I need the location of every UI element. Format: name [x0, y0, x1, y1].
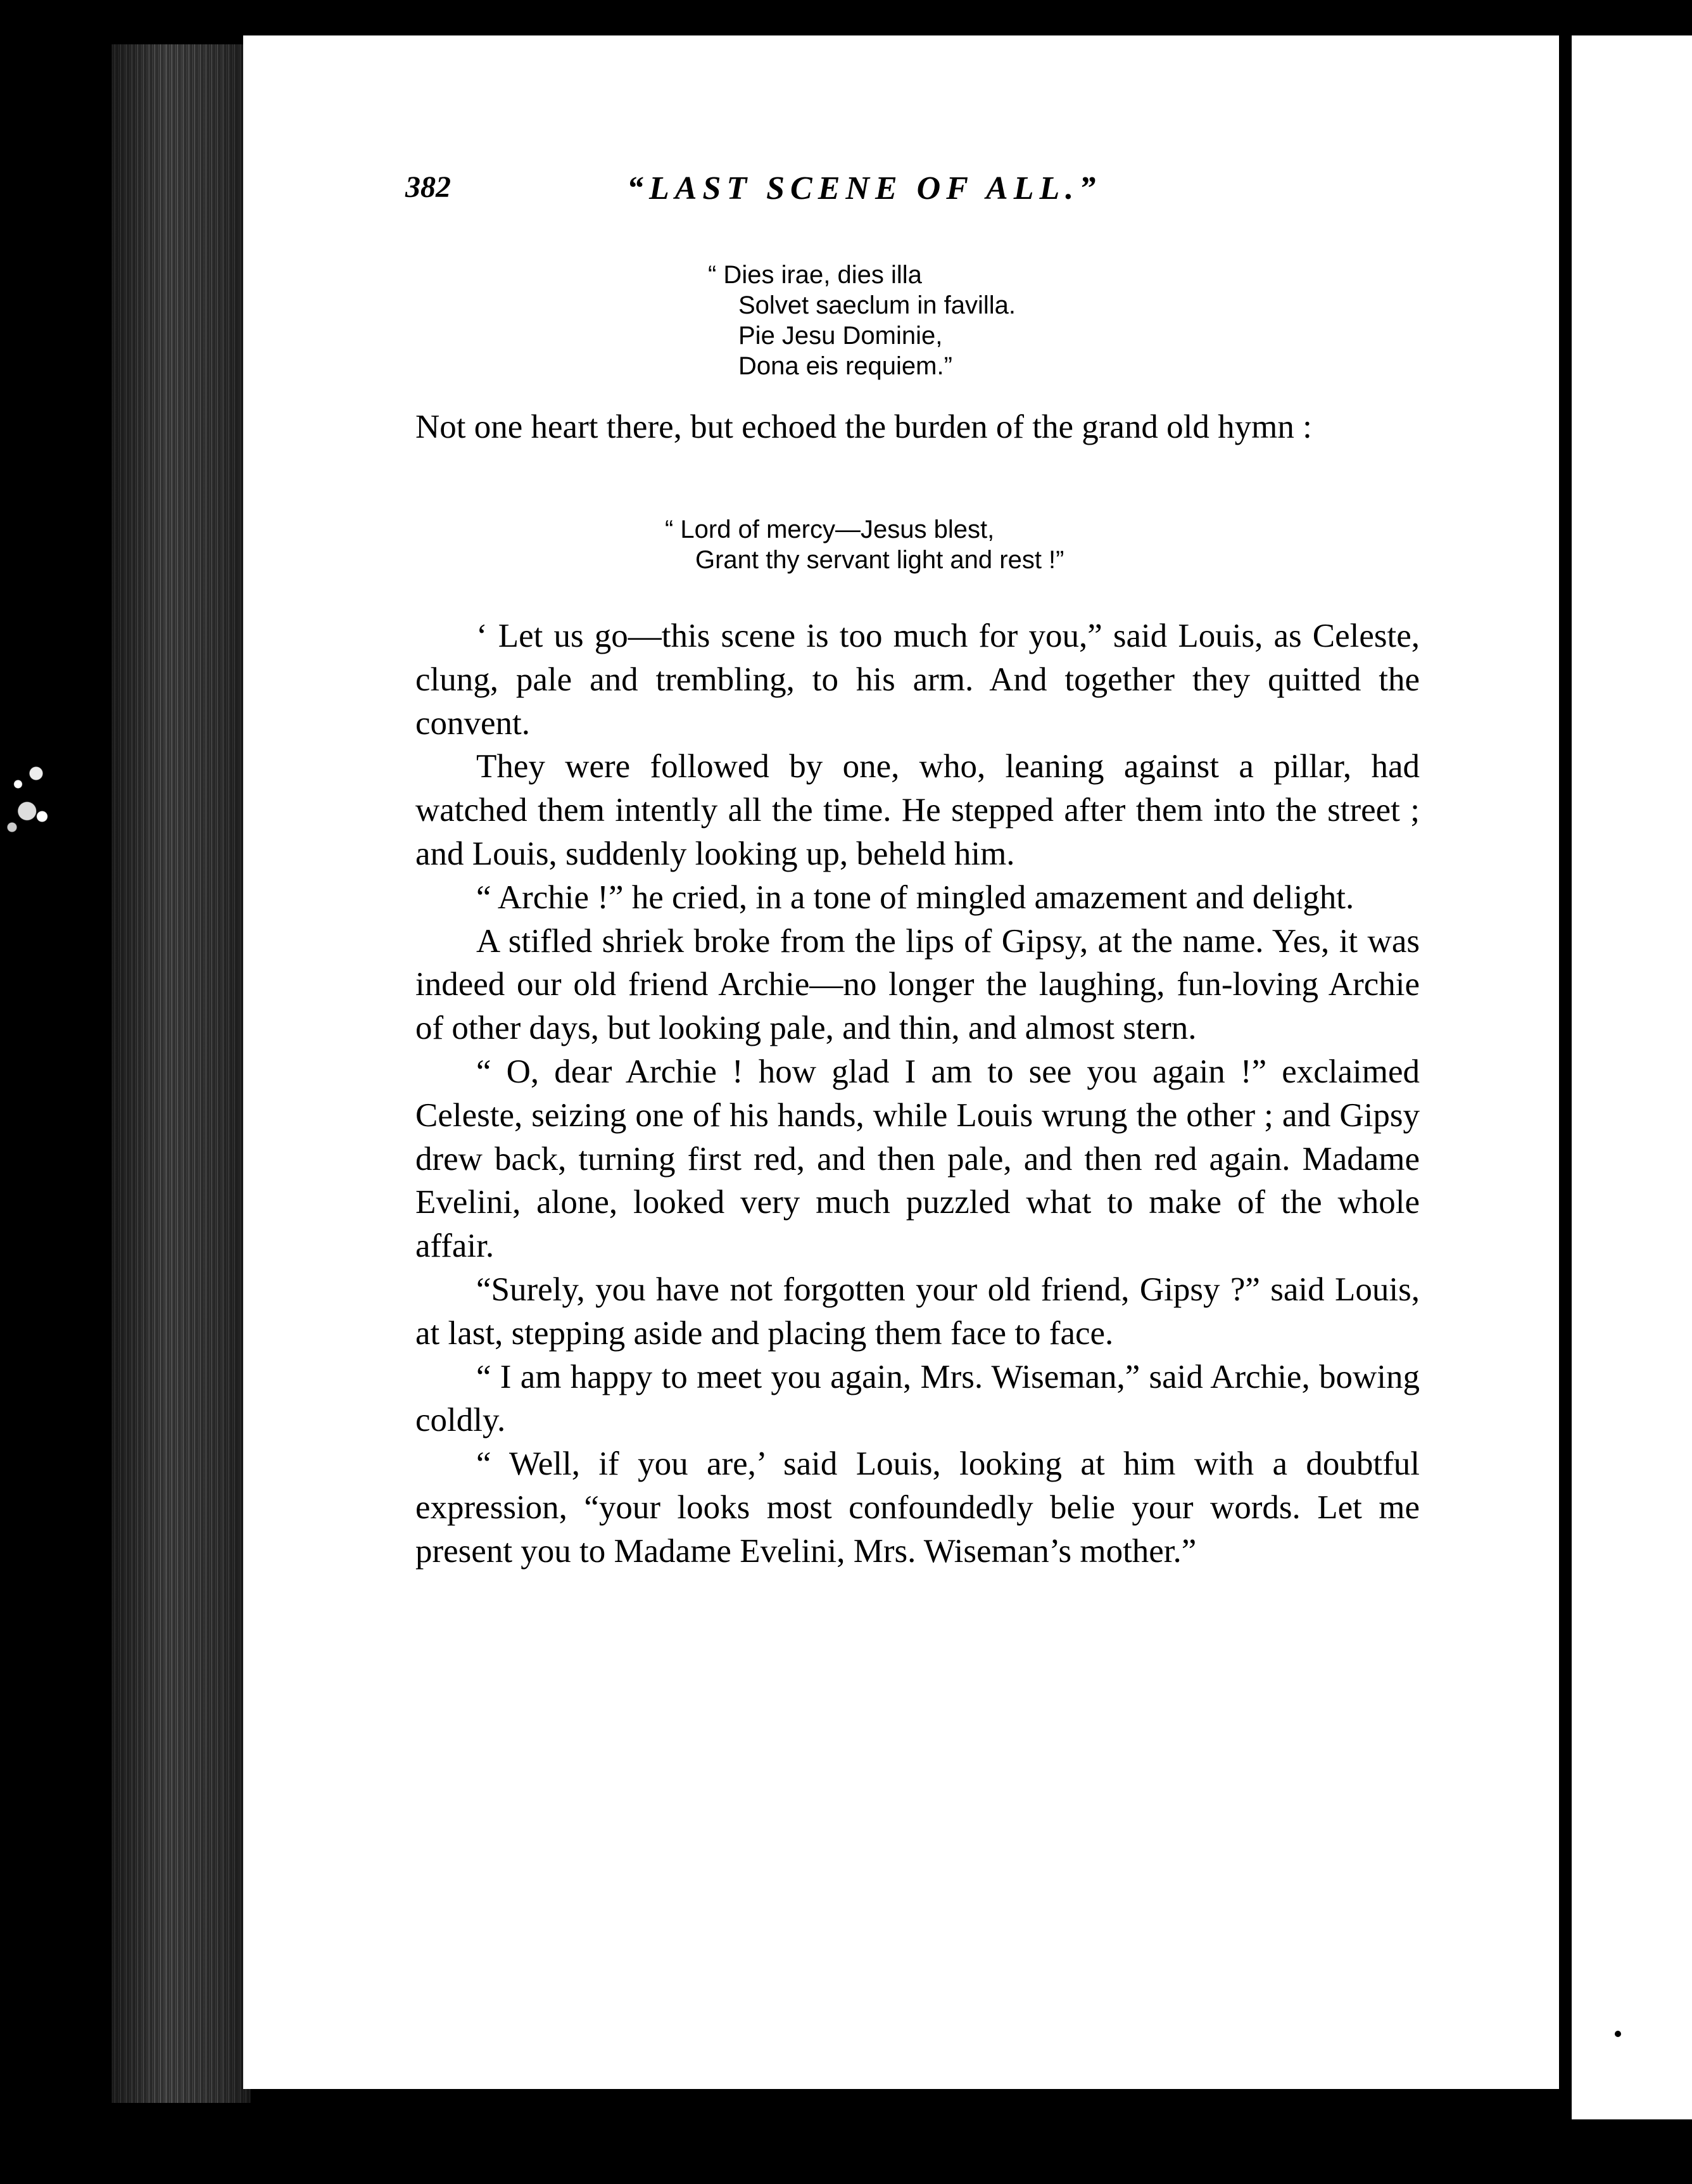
page-number: 382 — [405, 170, 451, 204]
verse-line: “ Lord of mercy—Jesus blest, — [665, 516, 995, 543]
page-mark — [1615, 2031, 1621, 2037]
spine-shadow — [111, 44, 251, 2103]
main-text — [415, 614, 1420, 1573]
verse-line: “ Dies irae, dies illa — [708, 261, 922, 289]
paragraph: “ Archie !” he cried, in a tone of mingled amazement and delight. — [476, 879, 1354, 916]
paragraph: They were followed by one, who, leaning against a pillar, had watched them intently all the time. He stepped after them into the street ; and Louis, suddenly looking up, beheld him. — [415, 748, 1420, 872]
verse-line: Pie Jesu Dominie, — [738, 322, 943, 350]
verse-line: Grant thy servant light and rest !” — [695, 546, 1064, 574]
paragraph: “Surely, you have not forgotten your old friend, Gipsy ?” said Louis, at last, stepping aside and placing them face to face. — [415, 1271, 1420, 1352]
paragraph: “ Well, if you are,’ said Louis, looking at him with a doubtful expression, “your looks most confoundedly belie your words. Let me present you to Madame Evelini, Mrs. Wiseman’s mother.” — [415, 1445, 1420, 1570]
paragraph: “ O, dear Archie ! how glad I am to see you again !” exclaimed Celeste, seizing one of his hands, while Louis wrung the other ; and Gipsy drew back, turning first red, and then pale, and then red again. Madame Evelini, alone, looked very much puzzled what to make of the whole affair. — [415, 1053, 1420, 1265]
hymn-verse — [665, 514, 1064, 575]
paragraph: ‘ Let us go—this scene is too much for you,” said Louis, as Celeste, clung, pale and trembling, to his arm. And together they quitted the convent. — [415, 618, 1420, 742]
intro-paragraph-block — [415, 405, 1420, 449]
paragraph: “ I am happy to meet you again, Mrs. Wiseman,” said Archie, bowing coldly. — [415, 1358, 1420, 1439]
latin-verse — [708, 260, 1016, 381]
next-page-edge — [1572, 35, 1692, 2119]
chapter-title: “LAST SCENE OF ALL.” — [627, 170, 1102, 206]
scan-artifact — [0, 741, 60, 849]
verse-line: Solvet saeclum in favilla. — [738, 291, 1016, 319]
paragraph: A stifled shriek broke from the lips of Gipsy, at the name. Yes, it was indeed our old friend Archie—no longer the laughing, fun-loving Archie of other days, but looking pale, and thin, and almost stern. — [415, 922, 1420, 1047]
running-header — [405, 170, 1292, 220]
paragraph: Not one heart there, but echoed the burden of the grand old hymn : — [415, 409, 1312, 445]
verse-line: Dona eis requiem.” — [738, 352, 952, 380]
